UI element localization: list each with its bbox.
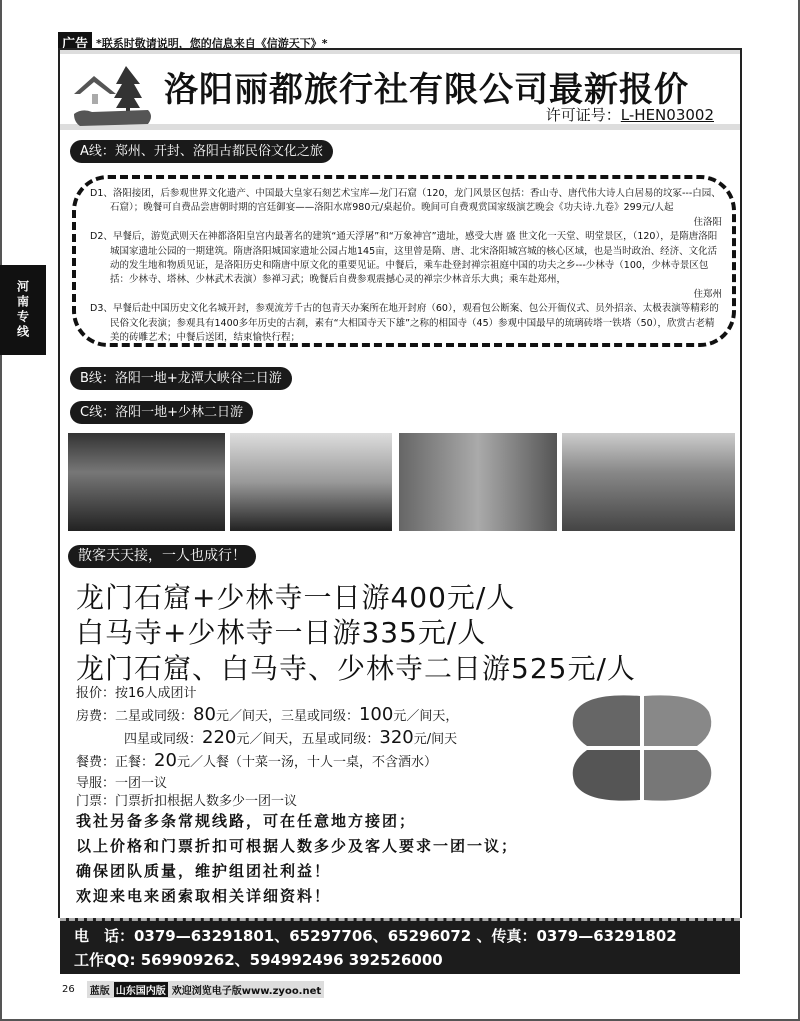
- promo-heading: 散客天天接，一人也成行！: [68, 545, 256, 568]
- text: 元／间天，五星或同级：: [236, 732, 380, 747]
- ad-note: *联系时敬请说明，您的信息来自《信游天下》*: [96, 36, 328, 50]
- side-tab: 河南专线: [0, 265, 46, 355]
- ticket-price: [76, 790, 297, 809]
- text: 一团一议: [115, 776, 168, 791]
- itinerary-day-3: D3、早餐后赴中国历史文化名城开封，参观流芳千古的包青天办案所在地开封府（60），观看包公断案、包公开衙仪式、员外招亲、太极表演等精彩的民俗文化表演；参观具有1400多年历史的古刹，素有“大相国寺天下雄”之称的相国寺（45）参观中国最早的琉璃砖塔一铁塔（50），欣赏古老精美的砖雕艺术；中餐后送团，结束愉快行程；: [90, 303, 719, 344]
- price: 320: [379, 727, 414, 748]
- contact-band: [60, 918, 740, 974]
- label: 导服：: [76, 776, 116, 791]
- phone-fax: 电 话：0379—63291801、65297706、65296072 、传真：0379—63291802: [74, 927, 677, 945]
- itinerary-day-1: D1、洛阳接团，后参观世界文化遗产、中国最大皇家石刻艺术宝库—龙门石窟（120，龙门风景区包括：香山寺、唐代伟大诗人白居易的坟冢---白园、石窟）；晚餐可自费品尝唐朝时期的宫廷御宴——洛阳水席980元/桌起价。晚间可自费观赏国家级演艺晚会《功夫诗.九卷》299元/人起: [90, 188, 721, 214]
- line-c-heading: C线：洛阳一地+少林二日游: [70, 401, 253, 424]
- offer-3: 龙门石窟、白马寺、少林寺二日游525元/人: [76, 652, 636, 685]
- region: 山东国内版: [114, 982, 168, 997]
- offer-1: 龙门石窟+少林寺一日游400元/人: [76, 581, 516, 614]
- page-title: 洛阳丽都旅行社有限公司最新报价: [164, 70, 689, 110]
- edition: 蓝版: [89, 986, 110, 997]
- label: 报价：: [76, 686, 116, 701]
- line-b-heading: B线：洛阳一地+龙潭大峡谷二日游: [70, 367, 292, 390]
- page-number: 26: [62, 984, 75, 995]
- line-a-heading: A线：郑州、开封、洛阳古都民俗文化之旅: [70, 140, 333, 163]
- room-price-1: [76, 704, 458, 725]
- page-footer: [62, 981, 324, 998]
- day-1-stay: 住洛阳: [693, 216, 722, 228]
- price: 20: [154, 750, 177, 771]
- guide-price: [76, 772, 167, 791]
- text: 元/间天: [413, 732, 458, 747]
- license-number: L-HEN03002: [620, 106, 714, 124]
- note-3: 确保团队质量，维护组团社利益！: [76, 862, 332, 880]
- photo-rock-carving: [562, 433, 735, 531]
- meal-price: [76, 750, 437, 771]
- header: [60, 50, 740, 130]
- label: 房费：: [76, 709, 116, 724]
- site-link[interactable]: 欢迎浏览电子版www.zyoo.net: [171, 986, 322, 997]
- text: 四星或同级：: [124, 732, 203, 747]
- label: 餐费：: [76, 755, 116, 770]
- text: 元／间天，三星或同级：: [215, 709, 359, 724]
- note-2: 以上价格和门票折扣可根据人数多少及客人要求一团一议；: [76, 837, 519, 855]
- ad-tag: 广告: [58, 32, 92, 53]
- text: 正餐：: [115, 755, 155, 770]
- price: 220: [202, 727, 237, 748]
- text: 元／人餐（十菜一汤，十人一桌，不含酒水）: [176, 755, 437, 770]
- ad-box: [58, 48, 742, 969]
- value: 按16人成团计: [115, 686, 197, 701]
- text: 门票折扣根据人数多少一团一议: [115, 794, 298, 809]
- day-2-stay: 住郑州: [693, 288, 722, 300]
- license: [546, 104, 714, 125]
- work-qq: 工作QQ: 569909262、594992496 392526000: [74, 951, 443, 969]
- license-label: 许可证号：: [545, 106, 621, 124]
- house-tree-logo: [72, 64, 162, 128]
- edition-bar: [87, 981, 324, 998]
- clover-photo-collage: [567, 692, 717, 804]
- base-price: [76, 682, 197, 701]
- note-4: 欢迎来电来函索取相关详细资料！: [76, 887, 332, 905]
- photo-pagoda-hall: [230, 433, 392, 531]
- note-1: 我社另备多条常规线路，可在任意地方接团；: [76, 812, 417, 830]
- room-price-2: [124, 727, 457, 748]
- itinerary-day-2: D2、早餐后，游览武则天在神都洛阳皇宫内最著名的建筑“通天浮屠”和“万象神宫”遗址，感受大唐 盛 世文化一天堂、明堂景区，（120），是隋唐洛阳城国家遗址公园的一期建筑。隋唐洛阳城国家遗址公园占地145亩，这里曾是隋、唐、北宋洛阳城宫城的核心区域，也是当时政治、经济、文化活动的发生地和物质见证，是洛阳历史和隋唐中原文化的重要见证。中餐后，乘车赴登封禅宗祖庭中国的功夫之乡---少林寺（100，少林寺景区包括：少林寺、塔林、少林武术表演）参禅习武；晚餐后自费参观震撼心灵的禅宗少林音乐大典；乘车赴郑州，: [90, 231, 718, 286]
- label: 门票：: [76, 794, 116, 809]
- text: 二星或同级：: [115, 709, 194, 724]
- text: 元／间天，: [393, 709, 459, 724]
- photo-temple-gate: [68, 433, 225, 531]
- photo-longmen-grottoes: [399, 433, 557, 531]
- offer-2: 白马寺+少林寺一日游335元/人: [76, 616, 487, 649]
- price: 100: [358, 704, 394, 725]
- itinerary: [72, 175, 736, 347]
- price: 80: [193, 704, 216, 725]
